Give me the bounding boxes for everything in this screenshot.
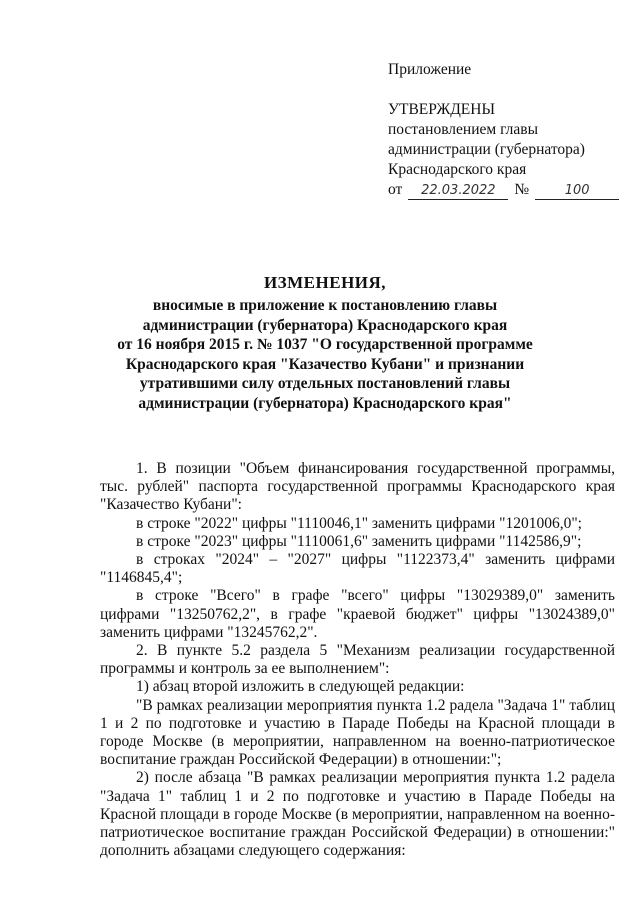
approval-line: постановлением главы [388,121,538,138]
approved-label: УТВЕРЖДЕНЫ [388,101,495,118]
handwritten-number: 100 [535,183,619,200]
paragraph: 1. В позиции "Объем финансирования государственной программы, тыс. рублей" паспорта государственной программы Краснодарского края "Казачество Кубани": [100,460,615,514]
paragraph: "В рамках реализации мероприятия пункта 1.2 радела "Задача 1" таблиц 1 и 2 по подготовке и участию в Параде Победы на Красной площади в городе Москве (в мероприятии, направленном на военно-патриотическое воспитание граждан Российской Федерации) в отношении:"; [100,696,615,769]
paragraph: 2) после абзаца "В рамках реализации мероприятия пункта 1.2 радела "Задача 1" таблиц 1 и 2 по подготовке и участию в Параде Победы на Красной площади в городе Москве (в мероприятии, направленном на военно-патриотическое воспитание граждан Российской Федерации) в отношении:" дополнить абзацами следующего содержания: [100,769,615,860]
approval-line: администрации (губернатора) [388,141,585,158]
paragraph: в строке "2022" цифры "1110046,1" заменить цифрами "1201006,0"; [136,514,582,532]
approval-block [388,60,628,200]
paragraph: в строке "Всего" в графе "всего" цифры "13029389,0" заменить цифрами "13250762,2", в графе "краевой бюджет" цифры "13024389,0" заменить цифрами "13245762,2". [100,587,615,641]
title-line: Краснодарского края "Казачество Кубани" и признании [125,355,525,373]
title-line: администрации (губернатора) Краснодарского края [142,316,508,334]
title-heading: ИЗМЕНЕНИЯ, [263,273,387,292]
approval-line: Краснодарского края [388,161,527,178]
handwritten-date: 22.03.2022 [408,183,508,200]
number-label: № [514,181,530,198]
title-line: утратившими силу отдельных постановлений главы [139,375,511,392]
document-title [90,272,560,413]
paragraph: в строке "2023" цифры "1110061,6" заменить цифрами "1142586,9"; [136,532,582,550]
paragraph: в строках "2024" – "2027" цифры "1122373,4" заменить цифрами "1146845,4"; [100,551,615,587]
date-number-row [388,180,628,200]
title-line: администрации (губернатора) Краснодарского края" [138,394,512,412]
paragraph: 2. В пункте 5.2 раздела 5 "Механизм реализации государственной программы и контроль за ее выполнением": [100,642,615,678]
title-line: от 16 ноября 2015 г. № 1037 "О государственной программе [117,336,533,353]
appendix-label: Приложение [388,61,472,78]
paragraph: 1) абзац второй изложить в следующей редакции: [136,678,465,696]
from-label: от [388,181,403,198]
document-body [100,460,615,860]
title-line: вносимые в приложение к постановлению главы [152,297,498,314]
